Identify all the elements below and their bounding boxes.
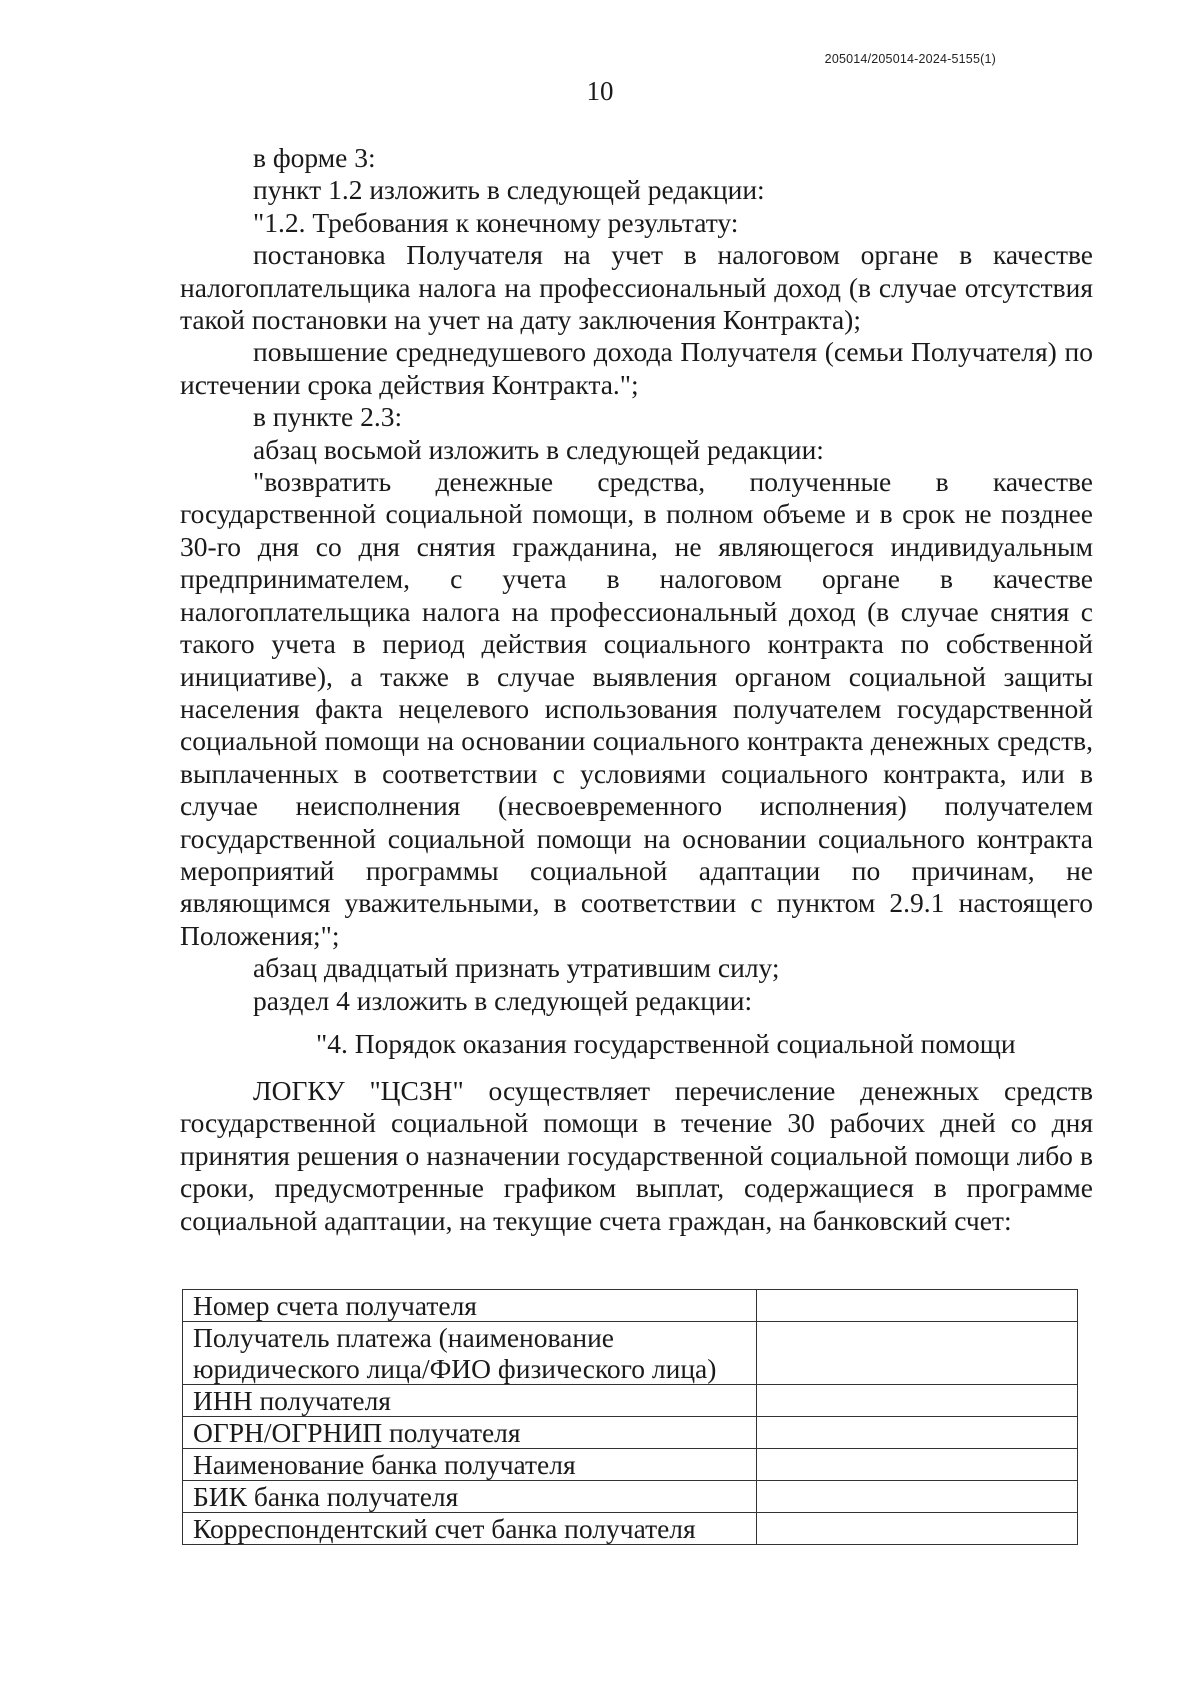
bank-details-table bbox=[182, 1289, 1078, 1545]
table-label-cell bbox=[183, 1290, 757, 1322]
table-row bbox=[183, 1290, 1078, 1322]
paragraph-section-4-intro: раздел 4 изложить в следующей редакции: bbox=[253, 984, 753, 1016]
row-label: Наименование банка получателя bbox=[193, 1449, 576, 1480]
table-value-cell bbox=[757, 1322, 1078, 1385]
table-label-cell bbox=[183, 1481, 757, 1513]
table-row bbox=[183, 1513, 1078, 1545]
document-id: 205014/205014-2024-5155(1) bbox=[824, 52, 996, 66]
row-label: ОГРН/ОГРНИП получателя bbox=[193, 1417, 521, 1448]
paragraph-item-1-2-intro: пункт 1.2 изложить в следующей редакции: bbox=[253, 174, 765, 206]
table-value-cell bbox=[757, 1385, 1078, 1417]
table-value-cell bbox=[757, 1481, 1078, 1513]
table-label-cell bbox=[183, 1417, 757, 1449]
paragraph-return-funds: "возвратить денежные средства, полученные в качестве государственной социальной помощи, в полном объеме и в срок не позднее 30-го дня со дня снятия гражданина, не являющегося индивидуальным предпринимателем, с учета в налоговом органе в качестве налогоплательщика налога на профессиональный доход (в случае снятия с такого учета в период действия социального контракта по собственной инициативе), а также в случае выявления органом социальной защиты населения факта нецелевого использования получателем государственной социальной помощи на основании социального контракта денежных средств, выплаченных в соответствии с условиями социального контракта, или в случае неисполнения (несвоевременного исполнения) получателем государственной социальной помощи на основании социального контракта мероприятий программы социальной адаптации по причинам, не являющимся уважительными, в соответствии с пунктом 2.9.1 настоящего Положения;"; bbox=[180, 466, 1093, 951]
table-value-cell bbox=[757, 1513, 1078, 1545]
paragraph-item-2-3: в пункте 2.3: bbox=[253, 401, 403, 433]
table-row bbox=[183, 1322, 1078, 1385]
table-value-cell bbox=[757, 1449, 1078, 1481]
row-label: ИНН получателя bbox=[193, 1385, 391, 1416]
table-value-cell bbox=[757, 1290, 1078, 1322]
table-label-cell bbox=[183, 1449, 757, 1481]
table-label-cell bbox=[183, 1322, 757, 1385]
table-row bbox=[183, 1481, 1078, 1513]
table-row bbox=[183, 1385, 1078, 1417]
table-label-cell bbox=[183, 1385, 757, 1417]
row-label: Корреспондентский счет банка получателя bbox=[193, 1513, 696, 1544]
row-label: Номер счета получателя bbox=[193, 1290, 477, 1321]
row-label-continued: юридического лица/ФИО физического лица) bbox=[193, 1353, 717, 1384]
paragraph-eighth-intro: абзац восьмой изложить в следующей редакции: bbox=[253, 433, 824, 465]
row-label: Получатель платежа (наименование bbox=[193, 1322, 614, 1353]
paragraph-item-1-2-title: "1.2. Требования к конечному результату: bbox=[253, 206, 739, 238]
row-label: БИК банка получателя bbox=[193, 1481, 459, 1512]
table-row bbox=[183, 1417, 1078, 1449]
paragraph-form-3: в форме 3: bbox=[253, 142, 376, 173]
paragraph-twentieth-void: абзац двадцатый признать утратившим силу; bbox=[253, 952, 780, 984]
table-value-cell bbox=[757, 1417, 1078, 1449]
table-row bbox=[183, 1449, 1078, 1481]
paragraph-income-increase: повышение среднедушевого дохода Получателя (семьи Получателя) по истечении срока действия Контракта."; bbox=[180, 336, 1093, 400]
page-number: 10 bbox=[586, 76, 614, 106]
paragraph-transfer-terms: ЛОГКУ "ЦСЗН" осуществляет перечисление денежных средств государственной социальной помощи в течение 30 рабочих дней со дня принятия решения о назначении государственной социальной помощи либо в сроки, предусмотренные графиком выплат, содержащиеся в программе социальной адаптации, на текущие счета граждан, на банковский счет: bbox=[180, 1074, 1093, 1236]
section-4-heading: "4. Порядок оказания государственной социальной помощи bbox=[316, 1027, 1016, 1059]
table-label-cell bbox=[183, 1513, 757, 1545]
document-body bbox=[180, 142, 1093, 1237]
paragraph-tax-registration: постановка Получателя на учет в налоговом органе в качестве налогоплательщика налога на профессиональный доход (в случае отсутствия такой постановки на учет на дату заключения Контракта); bbox=[180, 239, 1093, 336]
